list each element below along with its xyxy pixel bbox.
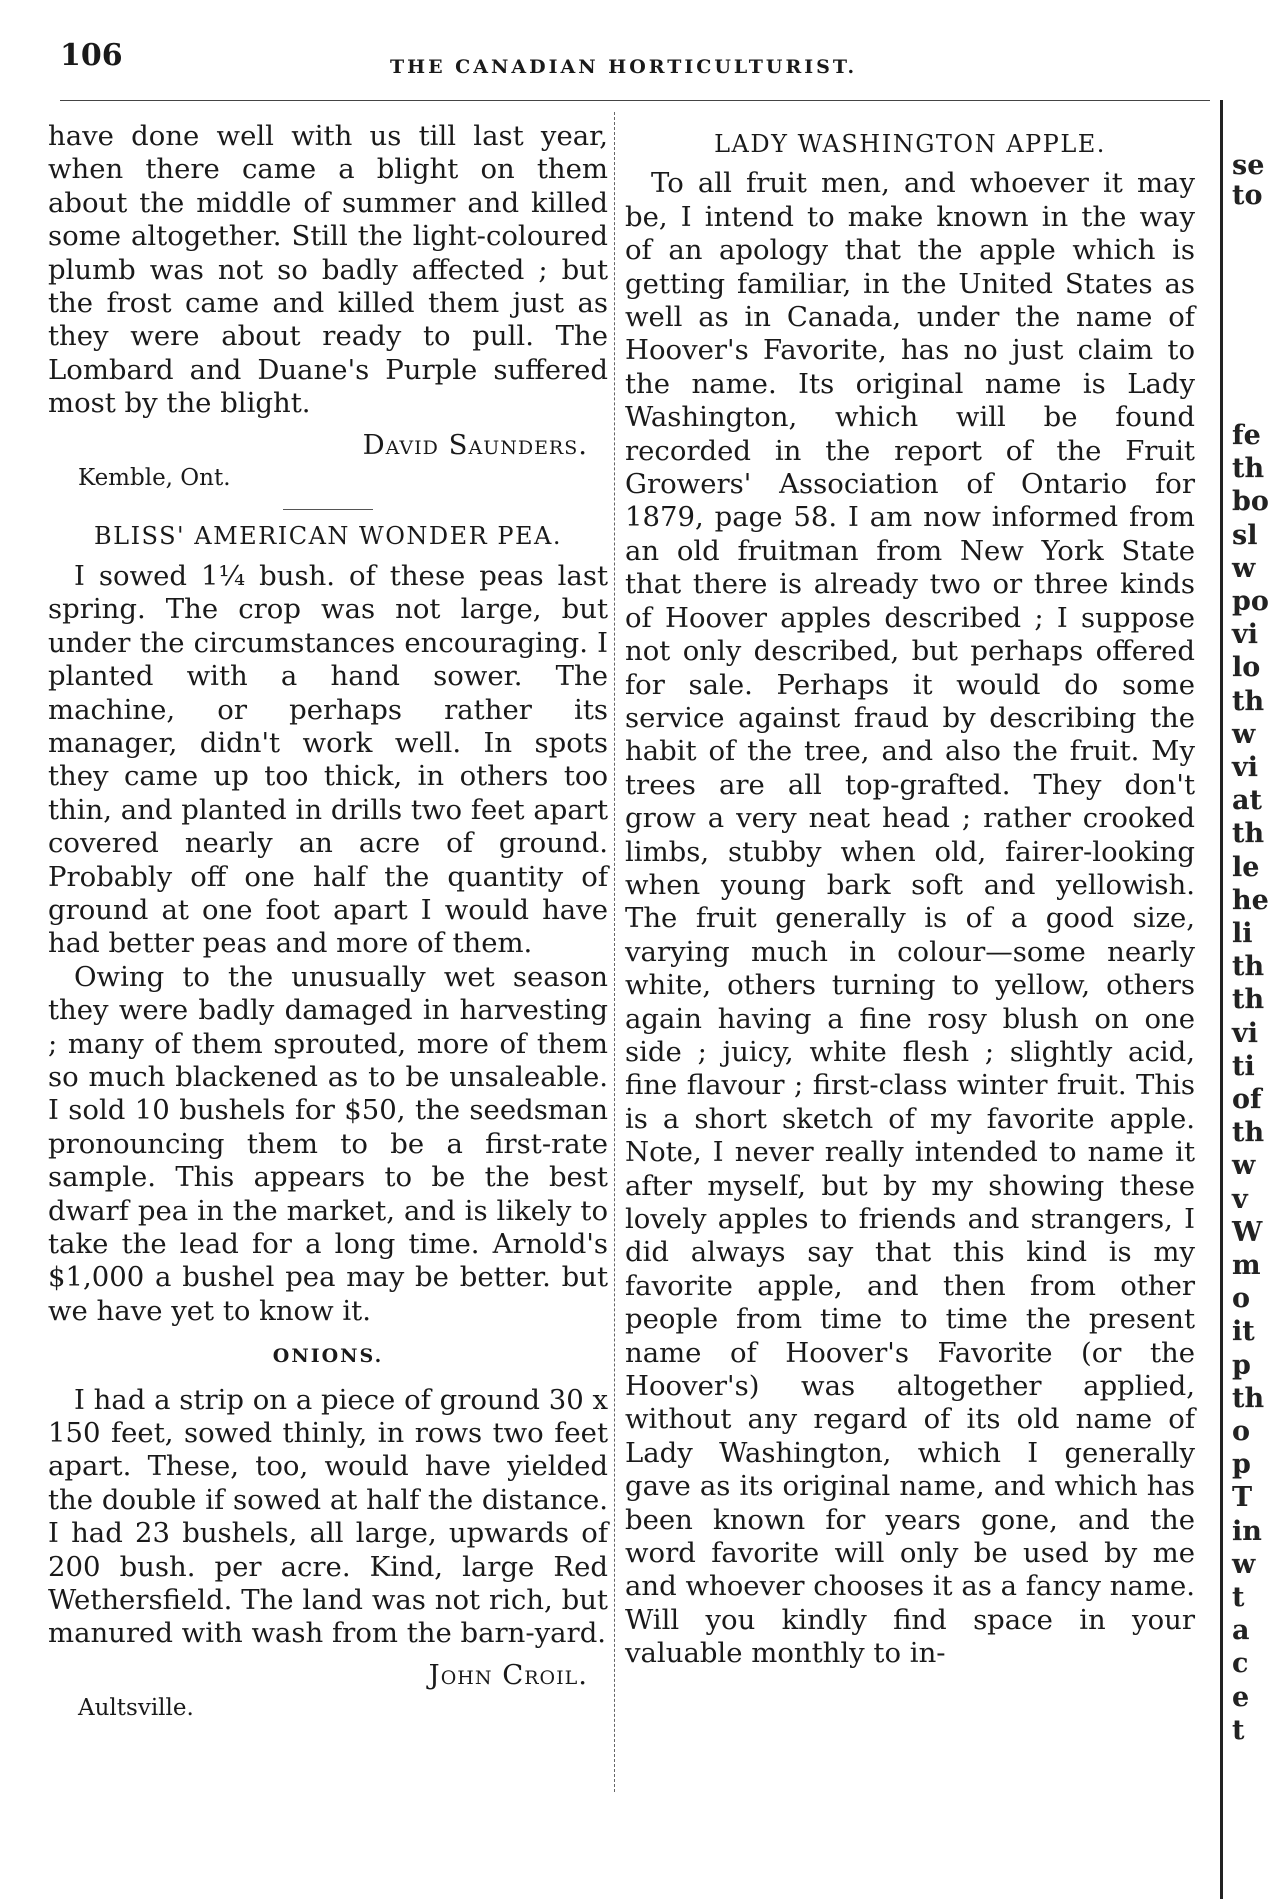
edge-fragment: th — [1232, 1117, 1265, 1149]
edge-fragment: vi — [1232, 752, 1258, 783]
edge-fragment: vi — [1232, 619, 1258, 651]
signature-croil: John Croil. — [428, 1658, 588, 1691]
edge-fragment: po — [1232, 586, 1269, 617]
edge-fragment: sl — [1232, 519, 1258, 551]
heading-lady-washington: LADY WASHINGTON APPLE. — [714, 130, 1106, 158]
edge-fragment: w — [1232, 1548, 1256, 1580]
column-divider — [614, 112, 615, 1792]
edge-fragment: o — [1232, 1283, 1251, 1315]
edge-fragment: v — [1232, 1183, 1248, 1215]
place-aultsville: Aultsville. — [78, 1695, 194, 1722]
paragraph: Owing to the unusually wet season they were badly damaged in harvesting ; many of them sprouted, more of them so much blackened as to be unsaleable. I sold 10 bushels for $50, the seedsman pronouncing them to be a first-rate sample. This appears to be the best dwarf pea in the market, and is likely to take the lead for a long time. Arnold's $1,000 a bushel pea may be better. but we have yet to know it. — [48, 960, 608, 1327]
edge-fragment: vi — [1232, 1017, 1258, 1049]
edge-fragment: th — [1232, 453, 1265, 485]
edge-fragment: bo — [1232, 486, 1269, 518]
place-kemble: Kemble, Ont. — [78, 465, 231, 492]
edge-fragment: lo — [1232, 652, 1261, 684]
edge-fragment: T — [1232, 1482, 1253, 1514]
edge-fragment: to — [1232, 180, 1263, 211]
edge-fragment: a — [1232, 1615, 1250, 1647]
edge-fragment: W — [1232, 1216, 1263, 1248]
left-column — [48, 120, 608, 1736]
signature-saunders: David Saunders. — [362, 428, 588, 461]
edge-fragment: th — [1232, 951, 1265, 983]
edge-fragment: he — [1232, 884, 1269, 916]
edge-fragment: li — [1232, 918, 1253, 949]
edge-fragment: th — [1232, 984, 1265, 1016]
edge-fragment: p — [1232, 1449, 1251, 1481]
paragraph: I sowed 1¼ bush. of these peas last spring. The crop was not large, but under the circumstances encouraging. I planted with a hand sower. The machine, or perhaps rather its manager, didn't work well. In spots they came up too thick, in others too thin, and planted in drills two feet apart covered nearly an acre of ground. Probably off one half the quantity of ground at one foot apart I would have had better peas and more of them. — [48, 559, 608, 960]
paragraph: To all fruit men, and whoever it may be, I intend to make known in the way of an apology that the apple which is getting familiar, in the United States as well as in Canada, under the name of Hoover's Favorite, has no just claim to the name. Its original name is Lady Washington, which will be found recorded in the report of the Fruit Growers' Association of Ontario for 1879, page 58. I am now informed from an old fruitman from New York State that there is already two or three kinds of Hoover apples described ; I suppose not only described, but perhaps offered for sale. Perhaps it would do some service against fraud by describing the habit of the tree, and also the fruit. My trees are all top-grafted. They don't grow a very neat head ; rather crooked limbs, stubby when old, fairer-looking when young bark soft and yellowish. The fruit generally is of a good size, varying much in colour—some nearly white, others turning to yellow, others again having a fine rosy blush on one side ; juicy, white flesh ; slightly acid, fine flavour ; first-class winter fruit. This is a short sketch of my favorite apple. Note, I never really intended to name it after myself, but by my showing these lovely apples to friends and strangers, I did always say that this kind is my favorite apple, and then from other people from time to time the present name of Hoover's Favorite (or the Hoover's) was altogether applied, without any regard of its old name of Lady Washington, which I generally gave as its original name, and which has been known for years gone, and the word favorite will only be used by me and whoever chooses it as a fancy name. Will you kindly find space in your valuable monthly to in- — [625, 167, 1195, 1670]
paragraph: have done well with us till last year, when there came a blight on them about the middle of summer and killed some altogether. Still the light-coloured plumb was not so badly affected ; but the frost came and killed them just as they were about ready to pull. The Lombard and Duane's Purple suffered most by the blight. — [48, 120, 608, 420]
edge-fragment: se — [1232, 150, 1265, 181]
page-header — [60, 30, 1200, 90]
page-number: 106 — [60, 38, 123, 73]
edge-fragment: th — [1232, 1382, 1265, 1414]
header-rule — [60, 100, 1210, 101]
edge-fragment: at — [1232, 785, 1262, 817]
edge-fragment: p — [1232, 1349, 1251, 1381]
edge-fragment: le — [1232, 851, 1260, 883]
edge-fragment: in — [1232, 1515, 1262, 1547]
running-title: THE CANADIAN HORTICULTURIST. — [390, 56, 858, 78]
right-column — [625, 120, 1195, 1671]
edge-fragment: fe — [1232, 420, 1261, 451]
edge-fragment: e — [1232, 1681, 1250, 1713]
paragraph: I had a strip on a piece of ground 30 x 150 feet, sowed thinly, in rows two feet apart. These, too, would have yielded the double if sowed at half the distance. I had 23 bushels, all large, upwards of 200 bush. per acre. Kind, large Red Wethersfield. The land was not rich, but manured with wash from the barn-yard. — [48, 1383, 608, 1650]
section-separator — [283, 509, 373, 510]
edge-fragment: w — [1232, 718, 1256, 750]
edge-fragment: ti — [1232, 1050, 1255, 1082]
edge-fragment: of — [1232, 1084, 1262, 1115]
edge-fragment: th — [1232, 685, 1265, 717]
heading-onions: ONIONS. — [272, 1345, 384, 1368]
edge-fragment: w — [1232, 1150, 1256, 1182]
edge-fragment: w — [1232, 552, 1256, 584]
edge-fragment: t — [1232, 1582, 1245, 1613]
edge-fragment: it — [1232, 1316, 1255, 1348]
edge-fragment: m — [1232, 1250, 1261, 1281]
edge-fragment: t — [1232, 1714, 1245, 1746]
heading-bliss-pea: BLISS' AMERICAN WONDER PEA. — [94, 522, 562, 551]
edge-fragment: th — [1232, 818, 1265, 850]
edge-fragment: c — [1232, 1648, 1249, 1680]
edge-fragment: o — [1232, 1416, 1251, 1447]
